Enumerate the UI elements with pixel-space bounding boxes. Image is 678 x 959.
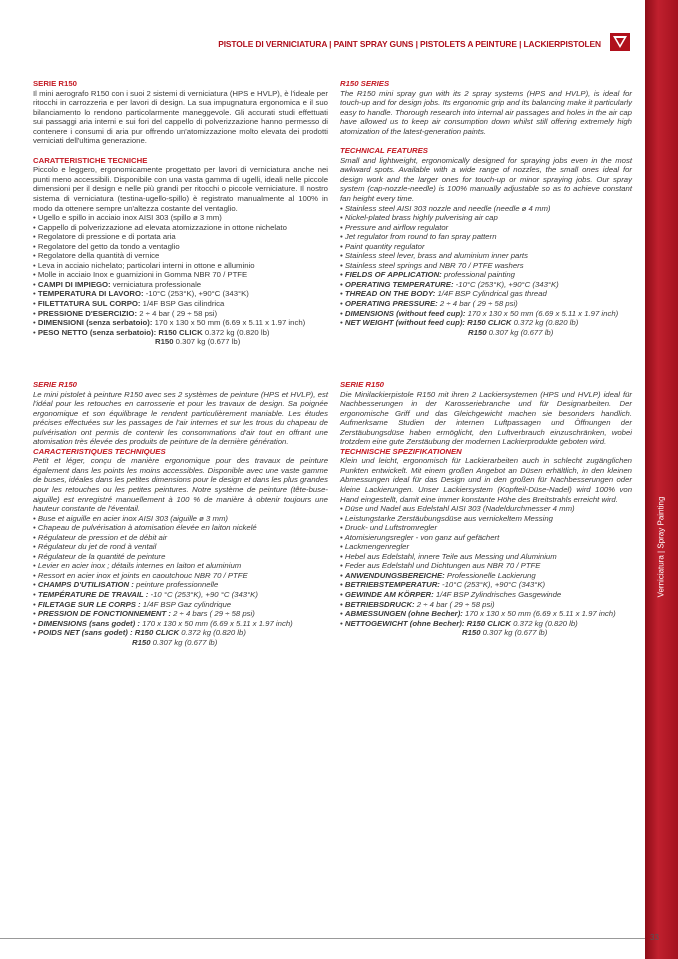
en-features-intro: Small and lightweight, ergonomically designed for spraying jobs even in the most awkward spots. Available with a wide range of nozzles, the small ones ideal for design work and the larger ones for touch-up or minor spraying jobs. Our spray system (cap-nozzle-needle) is 100% manually adjustable so as to achieve constant fan height every time. — [340, 155, 632, 204]
list-item: • Regolatore di pressione e di portata aria — [33, 232, 176, 242]
spec-item: • NETTOGEWICHT (ohne Becher): R150 CLICK 0.372 kg (0.820 lb) — [340, 618, 578, 628]
list-item: • Ressort en acier inox et joints en caoutchouc NBR 70 / PTFE — [33, 570, 248, 580]
de-title: SERIE R150 — [340, 380, 384, 389]
de-bullet-list — [340, 504, 632, 571]
it-title: SERIE R150 — [33, 79, 77, 88]
spec-item: • CHAMPS D'UTILISATION : peinture professionnelle — [33, 580, 219, 590]
section-french — [33, 380, 328, 647]
list-item: • Pressure and airflow regulator — [340, 222, 449, 232]
spec-item: • FIELDS OF APPLICATION: professional painting — [340, 270, 515, 280]
fr-intro: Le mini pistolet à peinture R150 avec ses 2 systèmes de peinture (HPS et HVLP), est l'idéal pour les retouches en carrosserie et pour les travaux de design. Sa poignée ergonomique et son équilibrage le rendent particulièrement maniable. Les études précises effectuées sur les passages de l'air internes et sur les trous du chapeau de pulvérisation ont permis de contenir les consommations d'air tout en offrant une atomisation très élevée des produits de peinture de la dernière génération. — [33, 389, 328, 447]
list-item: • Chapeau de pulvérisation à atomisation élevée en laiton nickelé — [33, 523, 257, 533]
spec-item: • TEMPÉRATURE DE TRAVAIL : -10 °C (253°K), +90 °C (343°K) — [33, 590, 258, 600]
list-item: • Feder aus Edelstahl und Dichtungen aus NBR 70 / PTFE — [340, 561, 541, 571]
brand-logo-icon — [610, 33, 630, 51]
de-intro: Die Minilackierpistole R150 mit ihren 2 Lackiersystemen (HPS und HVLP) ideal für Nachbesserungen in der Karosseriebranche und für Designarbeiten. Der ergonomische Griff und das Gleichgewicht machen sie besonders handlich. Aufmerksame Studien der internen Luftpassagen und Öffnungen der Zerstäubungsdüse haben ermöglicht, den Luftverbrauch einzuschränken, wobei trotzdem eine gute Zerstäubung der modernen Lackierprodukte geboten wird. — [340, 389, 632, 447]
spec-item: • BETRIEBSDRUCK: 2 ÷ 4 bar ( 29 ÷ 58 psi) — [340, 599, 495, 609]
fr-spec-list — [33, 580, 328, 647]
list-item: • Paint quantity regulator — [340, 241, 425, 251]
spec-item: • ABMESSUNGEN (ohne Becher): 170 x 130 x 50 mm (6.69 x 5.11 x 1.97 inch) — [340, 609, 616, 619]
list-item: • Levier en acier inox ; détails internes en laiton et aluminium — [33, 561, 242, 571]
spec-item: • DIMENSIONI (senza serbatoio): 170 x 130 x 50 mm (6.69 x 5.11 x 1.97 inch) — [33, 318, 306, 328]
en-title: R150 SERIES — [340, 79, 390, 88]
spec-item: • GEWINDE AM KÖRPER: 1/4F BSP Zylindrisches Gasgewinde — [340, 590, 562, 600]
footer-divider — [0, 938, 645, 939]
list-item: • Regolatore del getto da tondo a ventaglio — [33, 241, 180, 251]
spec-item: • FILETAGE SUR LE CORPS : 1/4F BSP Gaz cylindrique — [33, 599, 232, 609]
list-item: • Druck- und Luftstromregler — [340, 523, 438, 533]
spec-item: • POIDS NET (sans godet) : R150 CLICK 0.372 kg (0.820 lb) — [33, 628, 246, 638]
spec-item: • OPERATING TEMPERATURE: -10°C (253°K), +90°C (343°K) — [340, 279, 559, 289]
fr-bullet-list — [33, 514, 328, 581]
list-item: • Jet regulator from round to fan spray pattern — [340, 232, 497, 242]
spec-item: • PRESSION DE FONCTIONNEMENT : 2 ÷ 4 bars ( 29 ÷ 58 psi) — [33, 609, 255, 619]
spec-item: • TEMPERATURA DI LAVORO: -10°C (253°K), +90°C (343°K) — [33, 289, 249, 299]
spec-item: • PESO NETTO (senza serbatoio): R150 CLICK 0.372 kg (0.820 lb) — [33, 327, 270, 337]
it-bullet-list — [33, 213, 328, 280]
list-item: • Cappello di polverizzazione ad elevata atomizzazione in ottone nichelato — [33, 222, 287, 232]
list-item: • Nickel-plated brass highly pulverising air cap — [340, 213, 498, 223]
spec-item: • OPERATING PRESSURE: 2 ÷ 4 bar ( 29 ÷ 58 psi) — [340, 299, 518, 309]
spec-item: • ANWENDUNGSBEREICHE: Professionelle Lackierung — [340, 570, 536, 580]
section-italian — [33, 79, 328, 347]
it-spec-list — [33, 280, 328, 347]
list-item: • Leva in acciaio nichelato; particolari interni in ottone e alluminio — [33, 260, 255, 270]
list-item: • Stainless steel AISI 303 nozzle and needle (needle ø 4 mm) — [340, 203, 551, 213]
list-item: • Régulateur du jet de rond à ventail — [33, 542, 157, 552]
spec-item: • BETRIEBSTEMPERATUR: -10°C (253°K), +90°C (343°K) — [340, 580, 546, 590]
spec-item: • CAMPI DI IMPIEGO: verniciatura professionale — [33, 279, 202, 289]
spec-item: • PRESSIONE D'ESERCIZIO: 2 ÷ 4 bar ( 29 ÷ 58 psi) — [33, 308, 218, 318]
spec-item: R150 0.307 kg (0.677 lb) — [468, 327, 554, 337]
list-item: • Ugello e spillo in acciaio inox AISI 303 (spillo ø 3 mm) — [33, 213, 222, 223]
it-features-intro: Piccolo e leggero, ergonomicamente progettato per lavori di verniciatura anche nei punti meno accessibili. Disponibile con una vasta gamma di ugelli, ideali nelle piccole dimensioni per il design e nelle più grandi per ritocchi o piccole verniciature. Il nostro sistema di verniciatura (testina-ugello-spillo) è registrato manualmente al 100% in modo da ottenere sempre un'altezza costante del ventaglio. — [33, 165, 328, 213]
it-features-title: CARATTERISTICHE TECNICHE — [33, 155, 148, 165]
en-features-title: TECHNICAL FEATURES — [340, 146, 428, 156]
en-spec-list — [340, 270, 632, 337]
page-header-title: PISTOLE DI VERNICIATURA | PAINT SPRAY GUNS | PISTOLETS A PEINTURE | LACKIERPISTOLEN — [218, 39, 601, 49]
page-number: 33 — [650, 933, 659, 942]
list-item: • Düse und Nadel aus Edelstahl AISI 303 (Nadeldurchmesser 4 mm) — [340, 504, 575, 514]
de-features-intro: Klein und leicht, ergonomisch für Lackierarbeiten auch in schlecht zugänglichen Punkten entwickelt. Mit einem großen Angebot an Düsen erhältlich, in den kleinen Abmessungen ideal für das Design und in den großen für Nachbesserungen oder kleine Lackierungen. Unser Lackiersystem (Kopfteil-Düse-Nadel) wird 100% von Hand eingestellt, damit eine immer konstante Höhe des Breitstrahls erreicht wird. — [340, 456, 632, 504]
side-label: Verniciatura | Spray Painting — [656, 496, 666, 598]
list-item: • Molle in acciaio Inox e guarnizioni in Gomma NBR 70 / PTFE — [33, 270, 248, 280]
fr-title: SERIE R150 — [33, 380, 77, 389]
list-item: • Leistungstarke Zerstäubungsdüse aus vernickeltem Messing — [340, 513, 553, 523]
spec-item: • NET WEIGHT (without feed cup): R150 CLICK 0.372 kg (0.820 lb) — [340, 318, 579, 328]
list-item: • Atomisierungsregler - von ganz auf gefächert — [340, 532, 500, 542]
spec-item: R150 0.307 kg (0.677 lb) — [462, 628, 548, 638]
section-english — [340, 79, 632, 337]
spec-item: • FILETTATURA SUL CORPO: 1/4F BSP Gas cilindrica — [33, 299, 225, 309]
fr-features-title: CARACTERISTIQUES TECHNIQUES — [33, 446, 166, 456]
spec-item: R150 0.307 kg (0.677 lb) — [132, 637, 218, 647]
list-item: • Hebel aus Edelstahl, innere Teile aus Messing und Aluminium — [340, 551, 557, 561]
fr-features-intro: Petit et léger, conçu de manière ergonomique pour des travaux de peinture également dans les points les moins accessibles. Disponible avec une vaste gamme de buses, idéales dans les petites dimensions pour le design et dans les plus grandes pour les retouches ou les petites peintures. Notre système de peinture (tête-buse-aiguille) est enregistré manuellement à 100 % de manière à obtenir toujours une hauteur constante de l'éventail. — [33, 456, 328, 514]
list-item: • Regolatore della quantità di vernice — [33, 251, 160, 261]
side-bar — [645, 0, 678, 959]
section-german — [340, 380, 632, 638]
en-bullet-list — [340, 204, 632, 271]
en-intro: The R150 mini spray gun with its 2 spray systems (HPS and HVLP), is ideal for touch-up and for design jobs. Its ergonomic grip and its balancing make it particularly easy to handle. Thorough research into internal air passages and holes in the air cap have allowed us to keep air consumption down whilst still offering extremely high atomization of the latest-generation paints. — [340, 88, 632, 136]
list-item: • Stainless steel springs and NBR 70 / PTFE washers — [340, 260, 524, 270]
list-item: • Buse et aiguille en acier inox AISI 303 (aiguille ø 3 mm) — [33, 513, 228, 523]
spec-item: • THREAD ON THE BODY: 1/4F BSP Cylindrical gas thread — [340, 289, 547, 299]
it-intro: Il mini aerografo R150 con i suoi 2 sistemi di verniciatura (HPS e HVLP), è l'ideale per ritocchi in carrozzeria e per lavori di design. La sua impugnatura ergonomica e il suo bilanciamento lo rendono particolarmente maneggevole. Gli accurati studi effettuati sui passaggi aria interni e sui fori del cappello di polverizzazione hanno permesso di contenere i consumi di aria pur offrendo un'atomizzazione molto elevata dei prodotti verniciati dell'ultima generazione. — [33, 88, 328, 146]
de-features-title: TECHNISCHE SPEZIFIKATIONEN — [340, 446, 462, 456]
list-item: • Régulateur de pression et de débit air — [33, 532, 168, 542]
spec-item: • DIMENSIONS (without feed cup): 170 x 130 x 50 mm (6.69 x 5.11 x 1.97 inch) — [340, 308, 619, 318]
list-item: • Régulateur de la quantité de peinture — [33, 551, 166, 561]
spec-item: • DIMENSIONS (sans godet) : 170 x 130 x 50 mm (6.69 x 5.11 x 1.97 inch) — [33, 618, 293, 628]
de-spec-list — [340, 571, 632, 638]
list-item: • Stainless steel lever, brass and aluminium inner parts — [340, 251, 528, 261]
spec-item: R150 0.307 kg (0.677 lb) — [155, 337, 241, 347]
list-item: • Lackmengenregler — [340, 542, 410, 552]
